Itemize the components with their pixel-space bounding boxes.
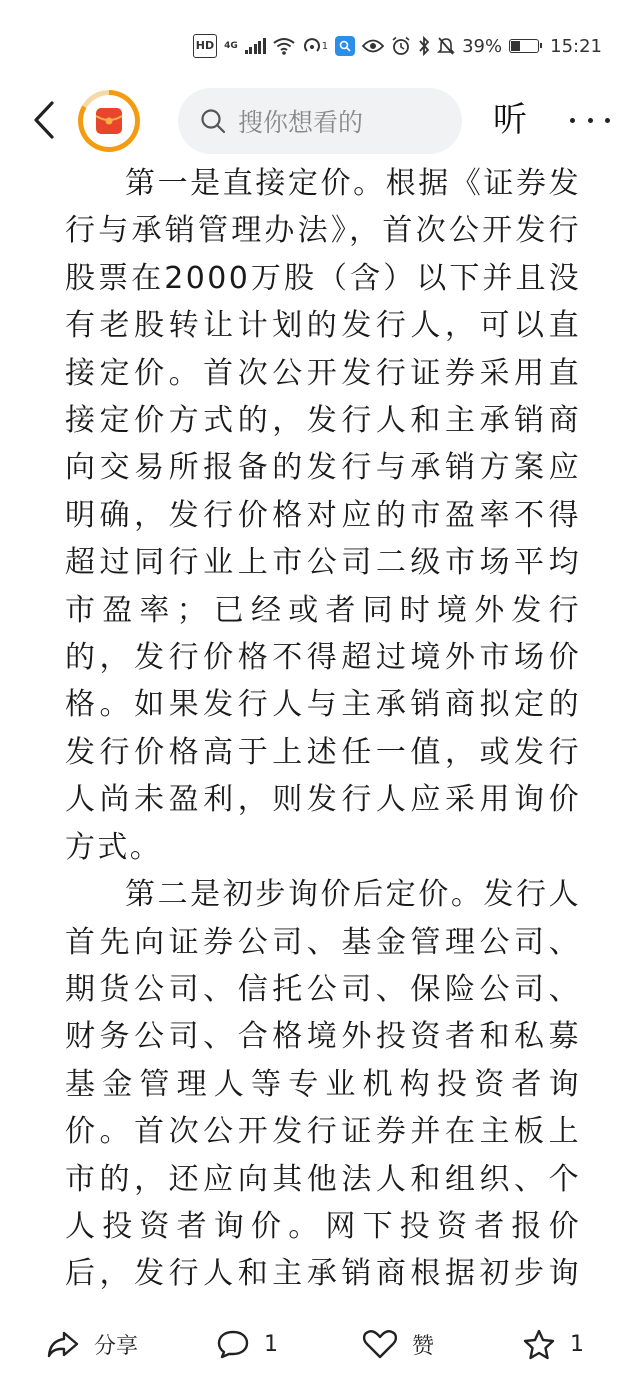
status-bar (0, 0, 640, 92)
top-header (0, 84, 640, 158)
share-button[interactable] (46, 1324, 138, 1364)
battery-icon (509, 39, 539, 53)
hotspot-icon: 1 (302, 35, 328, 57)
comment-count: 1 (264, 1331, 278, 1357)
bluetooth-icon (418, 35, 430, 57)
signal-strength-icon (245, 38, 266, 54)
back-button[interactable] (26, 98, 62, 142)
share-label: 分享 (94, 1333, 139, 1359)
search-input[interactable] (178, 88, 462, 154)
share-icon (46, 1329, 80, 1359)
eye-icon (362, 35, 384, 57)
more-options-button[interactable] (570, 98, 610, 142)
article-paragraph: 第一是直接定价。根据《证券发行与承销管理办法》，首次公开发行股票在2000万股（含）以下并且没有老股转让计划的发行人，可以直接定价。首次公开发行证券采用直接定价方式的，发行人和主承销商向交易所报备的发行与承销方案应明确，发行价格对应的市盈率不得超过同行业上市公司二级市场平均市盈率；已经或者同时境外发行的，发行价格不得超过境外市场价格。如果发行人与主承销商拟定的发行价格高于上述任一值，或发行人尚未盈利，则发行人应采用询价方式。 (65, 166, 581, 865)
avatar[interactable] (78, 90, 140, 152)
clock: 15:21 (550, 35, 602, 57)
favorite-count: 1 (570, 1331, 584, 1357)
article-body (65, 160, 581, 1302)
search-icon (200, 108, 226, 134)
red-envelope-icon (92, 104, 126, 138)
comment-icon (216, 1329, 250, 1359)
back-arrow-icon (32, 100, 56, 140)
like-button[interactable] (362, 1324, 434, 1364)
hd-icon: HD (193, 34, 217, 58)
listen-button[interactable]: 听 (493, 100, 527, 140)
article-paragraph: 第二是初步询价后定价。发行人首先向证券公司、基金管理公司、期货公司、信托公司、保险公司、财务公司、合格境外投资者和私募基金管理人等专业机构投资者询价。首次公开发行证券并在主板上市的，还应向其他法人和组织、个人投资者询价。网下投资者报价后，发行人和主承销商根据初步询 (65, 877, 581, 1292)
heart-icon (362, 1328, 398, 1360)
battery-percent: 39% (462, 35, 503, 57)
alarm-icon (391, 35, 411, 57)
mute-icon (437, 35, 455, 57)
comment-button[interactable] (216, 1324, 278, 1364)
like-label: 赞 (412, 1333, 435, 1359)
network-type-icon: 4G (224, 40, 238, 51)
search-placeholder: 搜你想看的 (238, 108, 364, 137)
wifi-icon (273, 35, 295, 57)
search-app-icon (335, 36, 355, 56)
bottom-action-bar (0, 1302, 640, 1387)
favorite-button[interactable] (522, 1324, 584, 1364)
star-icon (522, 1328, 556, 1360)
